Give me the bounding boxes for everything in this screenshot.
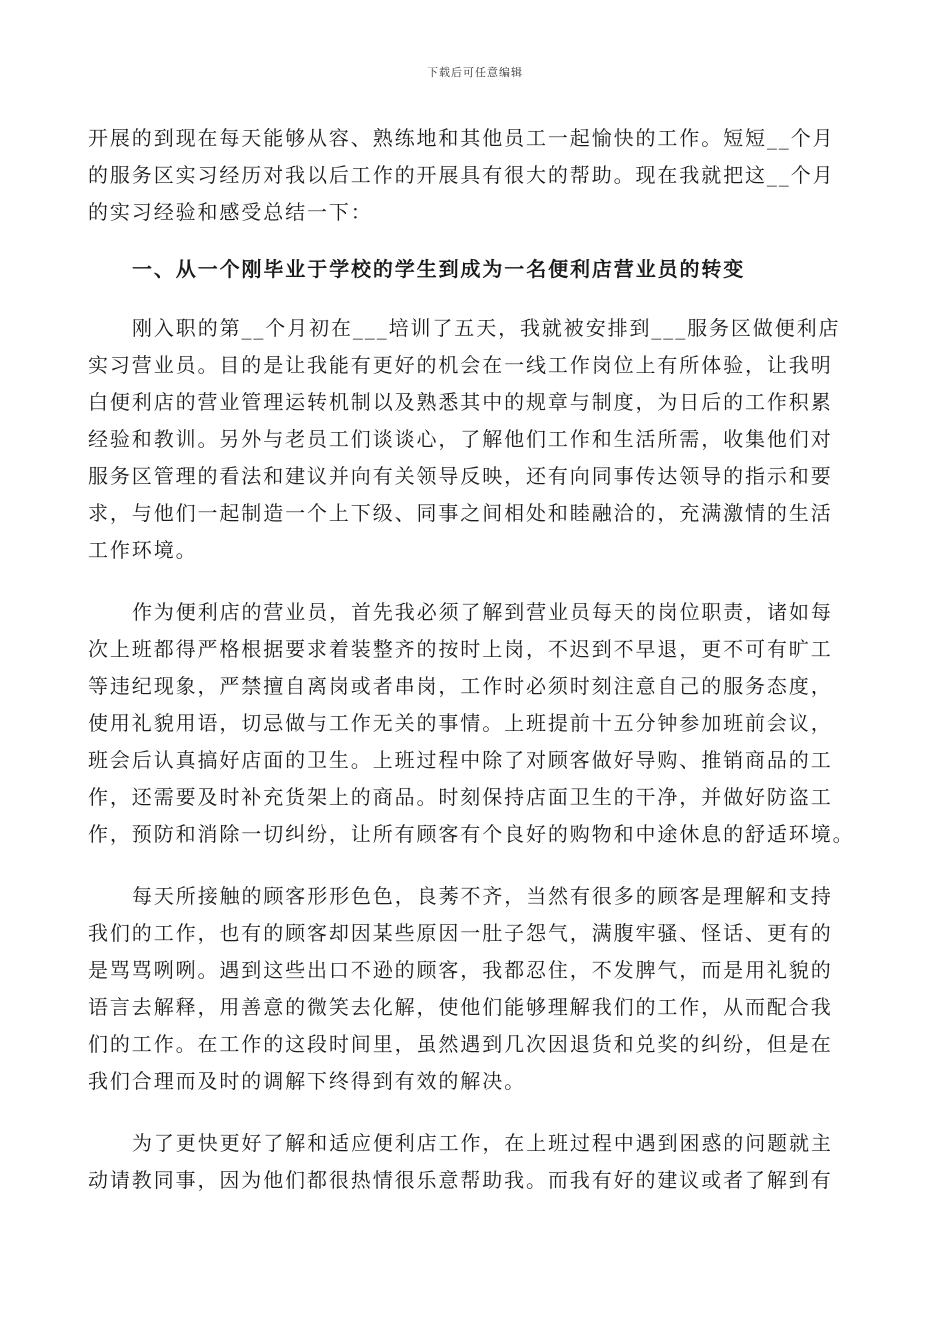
- section-heading: 一、从一个刚毕业于学校的学生到成为一名便利店营业员的转变: [132, 257, 746, 281]
- text-line: 作，还需要及时补充货架上的商品。时刻保持店面卫生的干净，并做好防盗工: [88, 785, 833, 809]
- body-paragraph: [88, 878, 868, 1100]
- text-line: 服务区管理的看法和建议并向有关领导反映，还有向同事传达领导的指示和要: [88, 464, 833, 488]
- text-line: 开展的到现在每天能够从容、熟练地和其他员工一起愉快的工作。短短__个月: [88, 126, 835, 150]
- document-body: [88, 120, 868, 1224]
- text-line: 我们合理而及时的调解下终得到有效的解决。: [88, 1069, 526, 1093]
- text-line: 实习营业员。目的是让我能有更好的机会在一线工作岗位上有所体验，让我明: [88, 353, 833, 377]
- text-line: 我们的工作，也有的顾客却因某些原因一肚子怨气，满腹牢骚、怪话、更有的: [88, 921, 833, 945]
- text-line: 的服务区实习经历对我以后工作的开展具有很大的帮助。现在我就把这__个月: [88, 163, 835, 187]
- text-line: 经验和教训。另外与老员工们谈谈心，了解他们工作和生活所需，收集他们对: [88, 427, 833, 451]
- text-span: 为了更快更好了解和适应便利店工作，在上班过程中遇到困惑的问题就主: [132, 1131, 833, 1155]
- text-line: [88, 594, 868, 631]
- text-line: [88, 878, 868, 915]
- text-line: [88, 1125, 868, 1162]
- body-paragraph: [88, 310, 868, 569]
- text-line: 动请教同事，因为他们都很热情很乐意帮助我。而我有好的建议或者了解到有: [88, 1168, 833, 1192]
- text-line: 们的工作。在工作的这段时间里，虽然遇到几次因退货和兑奖的纠纷，但是在: [88, 1032, 833, 1056]
- text-line: 班会后认真搞好店面的卫生。上班过程中除了对顾客做好导购、推销商品的工: [88, 748, 833, 772]
- text-line: 工作环境。: [88, 538, 198, 562]
- text-line: 等违纪现象，严禁擅自离岗或者串岗，工作时必须时刻注意自己的服务态度，: [88, 674, 833, 698]
- text-span: 作为便利店的营业员，首先我必须了解到营业员每天的岗位职责，诸如每: [132, 600, 833, 624]
- text-line: 的实习经验和感受总结一下：: [88, 200, 373, 224]
- text-line: 是骂骂咧咧。遇到这些出口不逊的顾客，我都忍住，不发脾气，而是用礼貌的: [88, 958, 833, 982]
- intro-paragraph: [88, 120, 868, 231]
- text-span: 刚入职的第__个月初在___培训了五天，我就被安排到___服务区做便利店: [132, 316, 841, 340]
- text-line: 使用礼貌用语，切忌做与工作无关的事情。上班提前十五分钟参加班前会议，: [88, 711, 833, 735]
- text-line: 次上班都得严格根据要求着装整齐的按时上岗，不迟到不早退，更不可有旷工: [88, 637, 833, 661]
- body-paragraph: [88, 594, 868, 853]
- text-line: 语言去解释，用善意的微笑去化解，使他们能够理解我们的工作，从而配合我: [88, 995, 833, 1019]
- body-paragraph: [88, 1125, 868, 1199]
- text-line: 作，预防和消除一切纠纷，让所有顾客有个良好的购物和中途休息的舒适环境。: [88, 822, 855, 846]
- text-line: 求，与他们一起制造一个上下级、同事之间相处和睦融洽的，充满激情的生活: [88, 501, 833, 525]
- text-span: 每天所接触的顾客形形色色，良莠不齐，当然有很多的顾客是理解和支持: [132, 884, 833, 908]
- text-line: 白便利店的营业管理运转机制以及熟悉其中的规章与制度，为日后的工作积累: [88, 390, 833, 414]
- text-line: [88, 310, 868, 347]
- header-note: 下载后可任意编辑: [427, 66, 523, 79]
